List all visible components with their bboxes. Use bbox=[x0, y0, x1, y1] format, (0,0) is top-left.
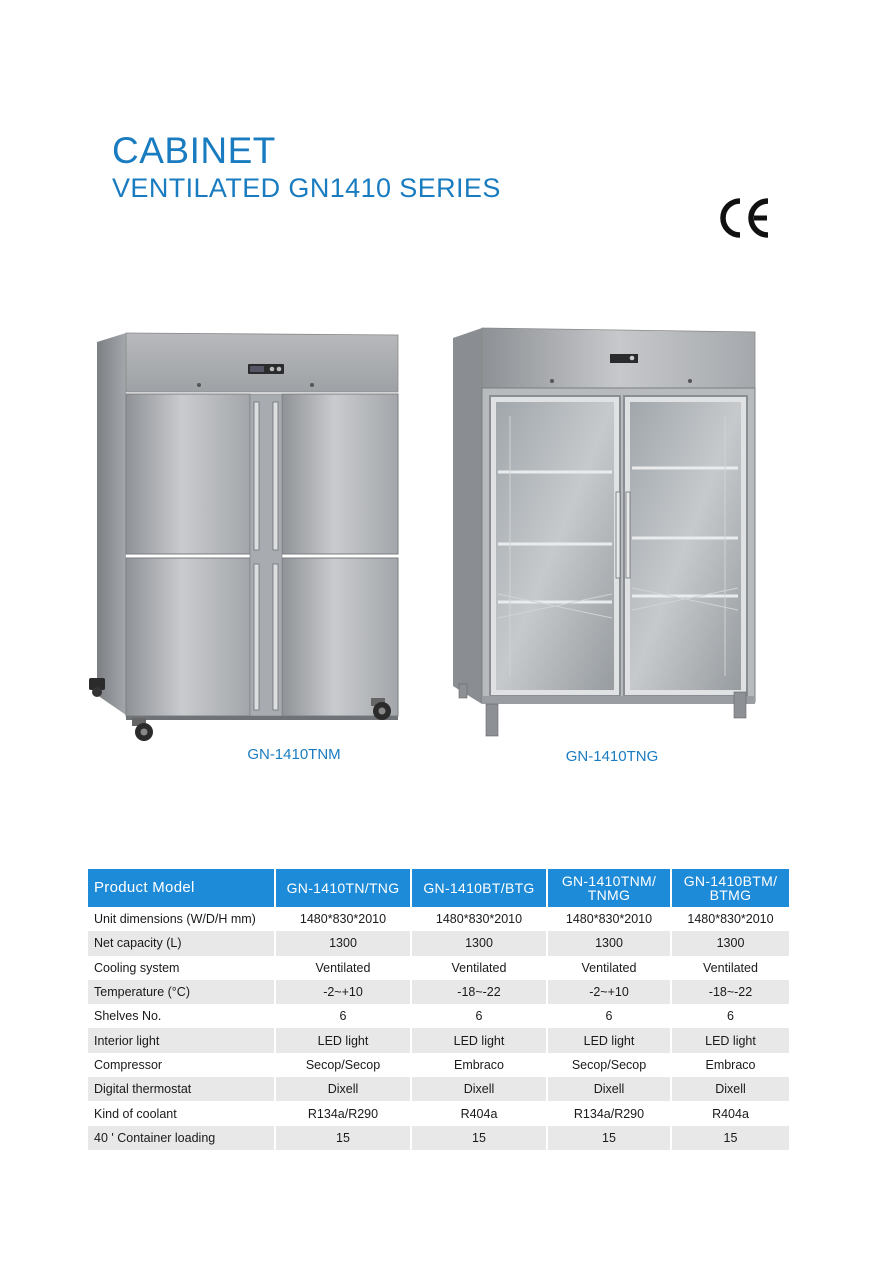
table-cell: 1480*830*2010 bbox=[412, 907, 548, 931]
header-model-1: GN-1410TN/TNG bbox=[276, 869, 412, 907]
table-cell: Secop/Secop bbox=[276, 1053, 412, 1077]
table-cell: Dixell bbox=[276, 1077, 412, 1101]
table-cell: LED light bbox=[672, 1028, 789, 1052]
row-label: Interior light bbox=[88, 1028, 276, 1052]
table-row bbox=[88, 907, 789, 931]
table-cell: Secop/Secop bbox=[548, 1053, 672, 1077]
row-label: Compressor bbox=[88, 1053, 276, 1077]
table-cell: 1480*830*2010 bbox=[548, 907, 672, 931]
row-label: 40 ' Container loading bbox=[88, 1126, 276, 1150]
spec-table-header bbox=[88, 869, 789, 907]
row-label: Temperature (°C) bbox=[88, 980, 276, 1004]
table-cell: LED light bbox=[412, 1028, 548, 1052]
table-row bbox=[88, 1028, 789, 1052]
table-cell: 6 bbox=[412, 1004, 548, 1028]
table-row bbox=[88, 1077, 789, 1101]
product-image-four-door-cabinet bbox=[86, 330, 408, 745]
spec-table bbox=[88, 869, 789, 1150]
row-label: Net capacity (L) bbox=[88, 931, 276, 955]
table-cell: R134a/R290 bbox=[548, 1101, 672, 1125]
table-row bbox=[88, 931, 789, 955]
header-model-4: GN-1410BTM/ BTMG bbox=[672, 869, 789, 907]
table-cell: -2~+10 bbox=[276, 980, 412, 1004]
table-row bbox=[88, 980, 789, 1004]
table-row bbox=[88, 1004, 789, 1028]
table-row bbox=[88, 956, 789, 980]
table-cell: R404a bbox=[412, 1101, 548, 1125]
product-caption-1: GN-1410TNM bbox=[247, 746, 341, 763]
row-label: Digital thermostat bbox=[88, 1077, 276, 1101]
table-cell: Ventilated bbox=[276, 956, 412, 980]
table-cell: 1300 bbox=[412, 931, 548, 955]
row-label: Unit dimensions (W/D/H mm) bbox=[88, 907, 276, 931]
header-model-3: GN-1410TNM/ TNMG bbox=[548, 869, 672, 907]
table-cell: Dixell bbox=[548, 1077, 672, 1101]
ce-mark-icon bbox=[718, 196, 774, 240]
table-cell: Embraco bbox=[412, 1053, 548, 1077]
table-cell: 6 bbox=[276, 1004, 412, 1028]
table-cell: 6 bbox=[727, 1009, 734, 1024]
header-model-2: GN-1410BT/BTG bbox=[412, 869, 548, 907]
table-cell: 1300 bbox=[672, 931, 789, 955]
table-cell: Dixell bbox=[672, 1077, 789, 1101]
table-cell: 15 bbox=[548, 1126, 672, 1150]
table-row bbox=[88, 1053, 789, 1077]
table-cell: Embraco bbox=[705, 1057, 756, 1072]
table-cell: R134a/R290 bbox=[276, 1101, 412, 1125]
row-label: Cooling system bbox=[88, 956, 276, 980]
table-cell: Ventilated bbox=[412, 956, 548, 980]
page-subtitle: VENTILATED GN1410 SERIES bbox=[112, 173, 501, 203]
table-cell: LED light bbox=[276, 1028, 412, 1052]
table-cell: -2~+10 bbox=[548, 980, 672, 1004]
row-label: Shelves No. bbox=[88, 1004, 276, 1028]
table-cell: Ventilated bbox=[548, 956, 672, 980]
table-cell: 1300 bbox=[548, 931, 672, 955]
table-cell: 1480*830*2010 bbox=[276, 907, 412, 931]
header-product-model: Product Model bbox=[88, 869, 276, 907]
table-cell: 1300 bbox=[276, 931, 412, 955]
table-cell: 15 bbox=[276, 1126, 412, 1150]
table-cell: Dixell bbox=[412, 1077, 548, 1101]
table-cell: 6 bbox=[548, 1004, 672, 1028]
spec-table-body bbox=[88, 907, 789, 1150]
product-caption-2: GN-1410TNG bbox=[565, 748, 659, 765]
table-cell: -18~-22 bbox=[412, 980, 548, 1004]
product-image-glass-door-cabinet bbox=[450, 326, 758, 740]
table-cell: LED light bbox=[548, 1028, 672, 1052]
table-cell: R404a bbox=[712, 1106, 749, 1121]
table-cell: -18~-22 bbox=[672, 980, 789, 1004]
table-cell: Ventilated bbox=[703, 960, 758, 975]
page-title: CABINET bbox=[112, 130, 276, 171]
table-cell: 15 bbox=[412, 1126, 548, 1150]
table-row bbox=[88, 1126, 789, 1150]
table-row bbox=[88, 1101, 789, 1125]
table-cell: 1480*830*2010 bbox=[687, 912, 774, 927]
row-label: Kind of coolant bbox=[88, 1101, 276, 1125]
table-cell: 15 bbox=[672, 1126, 789, 1150]
